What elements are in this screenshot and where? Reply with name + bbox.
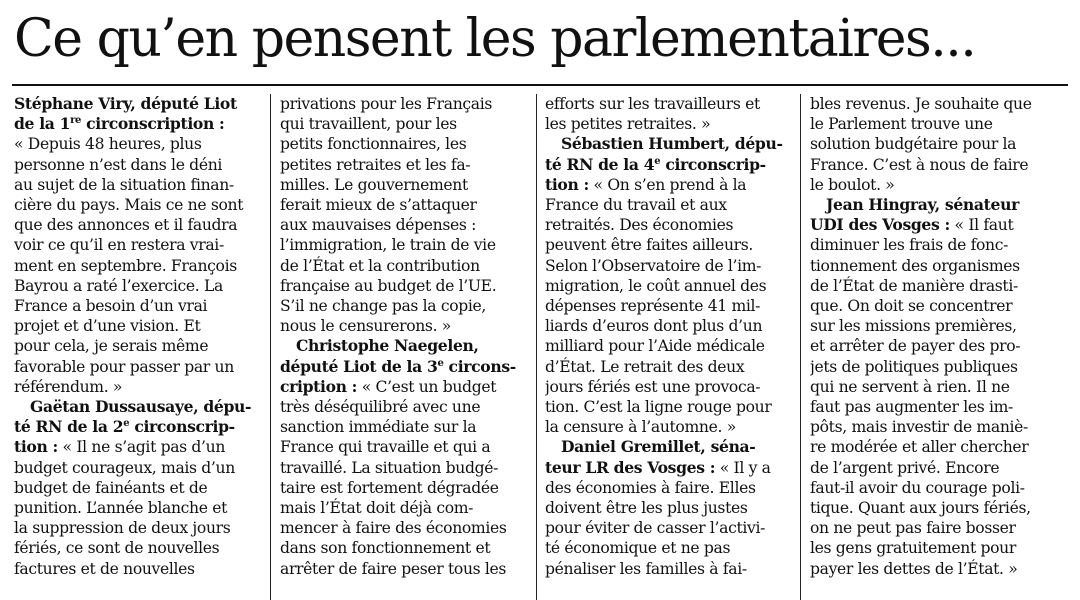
body-text: au sujet de la situation finan- [14,175,234,194]
text-line [14,437,260,457]
speaker-label: Christophe Naegelen, [296,336,479,356]
body-text: milles. Le gouvernement [280,175,468,194]
speaker-label: de la 1 [14,114,71,134]
body-text: et arrêter de payer des pro- [810,337,1021,356]
body-text: projet et d’une vision. Et [14,317,201,336]
text-line [810,357,1056,377]
body-text: privations pour les Français [280,95,493,113]
text-line [545,215,791,235]
body-text: efforts sur les travailleurs et [545,95,760,113]
text-line [14,316,260,336]
text-line [280,559,526,579]
text-line [280,215,526,235]
body-text: pénaliser les familles à fai- [545,559,747,578]
body-text: milliard pour l’Aide médicale [545,337,765,356]
text-line [810,518,1056,538]
body-text: française au budget de l’UE. [280,276,497,295]
text-line [810,437,1056,457]
text-line [545,256,791,276]
body-text: on ne peut pas faire bosser [810,519,1016,538]
speaker-label: circonscription : [81,114,225,134]
text-line [810,215,1056,235]
body-text: l’immigration, le train de vie [280,236,496,255]
body-text: favorable pour passer par un [14,357,234,376]
text-line [810,417,1056,437]
text-line [14,518,260,538]
text-column-1 [14,94,260,600]
speaker-label: té RN de la 2 [14,417,124,437]
text-line [280,155,526,175]
text-line [810,458,1056,478]
text-line [545,518,791,538]
body-text: « Depuis 48 heures, plus [14,135,202,154]
text-line [14,134,260,154]
text-line [14,538,260,558]
body-text: qui travaillent, pour les [280,115,457,134]
text-line [810,478,1056,498]
text-line [280,94,526,114]
top-rule [12,84,1068,86]
text-line [545,336,791,356]
body-text: que des annonces et il faudra [14,216,238,235]
body-text: faut pas augmenter les im- [810,398,1013,417]
body-text: sur les missions premières, [810,317,1017,336]
text-line [545,478,791,498]
body-text: fériés, ce sont de nouvelles [14,539,220,558]
text-line [14,114,260,134]
article-headline: Ce qu’en pensent les parlementaires... [14,9,976,69]
speaker-label: Stéphane Viry, député Liot [14,94,237,113]
body-text: « Il faut [949,216,1014,235]
body-text: sanction immédiate sur la [280,418,477,437]
body-text: taire est fortement dégradée [280,478,499,497]
body-text: « On s’en prend à la [588,175,747,194]
text-line [280,397,526,417]
text-line [14,417,260,437]
text-line [810,538,1056,558]
text-line [545,114,791,134]
speaker-label: Gaëtan Dussausaye, dépu- [30,397,252,417]
body-text: retraités. Des économies [545,216,734,235]
text-line [545,417,791,437]
text-line [14,458,260,478]
text-line [14,336,260,356]
text-line [14,215,260,235]
body-text: les petites retraites. » [545,115,711,134]
body-text: jets de politiques publiques [810,357,1018,376]
speaker-label: Daniel Gremillet, séna- [561,437,756,457]
text-line [280,336,526,356]
ordinal-superscript: re [70,115,82,127]
text-line [14,397,260,417]
body-text: qui ne servent à rien. Il ne [810,377,1010,396]
text-line [14,296,260,316]
body-text: punition. L’année blanche et [14,499,227,518]
text-line [280,518,526,538]
speaker-label: circonscrip- [129,417,235,437]
body-text: « C’est un budget [357,377,497,396]
ordinal-superscript: e [437,357,444,369]
body-text: France. C’est à nous de faire [810,155,1029,174]
column-divider [800,94,801,600]
speaker-label: Sébastien Humbert, dépu- [561,134,783,154]
text-line [545,458,791,478]
text-line [810,296,1056,316]
body-text: tionnement des organismes [810,256,1020,275]
body-text: que. On doit se concentrer [810,297,1013,316]
body-text: pôts, mais investir de maniè- [810,418,1028,437]
text-line [810,256,1056,276]
body-text: de l’État de manière drasti- [810,276,1018,295]
body-text: référendum. » [14,377,123,396]
text-line [545,155,791,175]
body-text: France a besoin d’un vrai [14,297,208,316]
body-text: « Il ne s’agit pas d’un [57,438,226,457]
body-text: factures et de nouvelles [14,559,195,578]
column-divider [270,94,271,600]
speaker-label: tion : [545,174,589,194]
speaker-label: cription : [280,376,358,396]
body-text: peuvent être faites ailleurs. [545,236,753,255]
text-line [545,276,791,296]
text-line [810,155,1056,175]
speaker-label: té RN de la 4 [545,154,655,174]
text-line [14,498,260,518]
body-text: nous le censurerons. » [280,317,451,336]
speaker-label: Jean Hingray, sénateur [826,195,1019,215]
text-line [280,296,526,316]
body-text: la suppression de deux jours [14,519,231,538]
speaker-label: UDI des Vosges : [810,215,950,235]
text-line [280,235,526,255]
text-column-2 [280,94,526,600]
text-line [280,417,526,437]
body-text: tion. C’est la ligne rouge pour [545,398,772,417]
text-line [545,377,791,397]
speaker-label: tion : [14,437,58,457]
text-line [810,498,1056,518]
text-line [545,538,791,558]
text-line [810,195,1056,215]
body-text: arrêter de faire peser tous les [280,559,507,578]
text-line [14,235,260,255]
text-line [280,175,526,195]
ordinal-superscript: e [654,155,661,167]
body-text: des économies à faire. Elles [545,478,756,497]
text-line [545,195,791,215]
speaker-label: teur LR des Vosges : [545,457,716,477]
text-line [280,357,526,377]
text-line [280,538,526,558]
body-text: ment en septembre. François [14,256,237,275]
body-text: payer les dettes de l’État. » [810,559,1018,578]
text-line [545,357,791,377]
text-line [810,235,1056,255]
body-text: faut-il avoir du courage poli- [810,478,1025,497]
body-text: mencer à faire des économies [280,519,507,538]
text-line [280,498,526,518]
text-line [14,559,260,579]
text-line [545,559,791,579]
body-text: diminuer les frais de fonc- [810,236,1009,255]
body-text: Bayrou a raté l’exercice. La [14,276,223,295]
text-line [810,94,1056,114]
body-text: budget courageux, mais d’un [14,458,235,477]
body-text: personne n’est dans le déni [14,155,223,174]
text-line [545,296,791,316]
text-line [545,397,791,417]
text-line [14,195,260,215]
text-column-3 [545,94,791,600]
text-line [14,276,260,296]
speaker-label: circonscrip- [660,154,766,174]
body-text: cière du pays. Mais ce ne sont [14,196,244,215]
body-text: France du travail et aux [545,196,727,215]
body-text: bles revenus. Je souhaite que [810,95,1032,113]
body-text: jours fériés est une provoca- [545,377,761,396]
speaker-label: député Liot de la 3 [280,356,438,376]
body-text: voir ce qu’il en restera vrai- [14,236,224,255]
ordinal-superscript: e [123,418,130,430]
body-text: le Parlement trouve une [810,115,993,134]
text-line [810,316,1056,336]
body-text: petits fonctionnaires, les [280,135,467,154]
body-text: tique. Quant aux jours fériés, [810,499,1031,518]
body-text: budget de fainéants et de [14,478,208,497]
text-line [545,316,791,336]
body-text: de l’État et la contribution [280,256,480,275]
text-line [14,377,260,397]
text-line [14,94,260,114]
body-text: té économique et ne pas [545,539,731,558]
column-divider [536,94,537,600]
text-column-4 [810,94,1056,600]
body-text: aux mauvaises dépenses : [280,216,477,235]
text-line [810,276,1056,296]
text-line [810,559,1056,579]
text-line [280,134,526,154]
text-line [810,377,1056,397]
text-line [545,437,791,457]
body-text: dans son fonctionnement et [280,539,491,558]
body-text: mais l’État doit déjà com- [280,499,474,518]
body-text: solution budgétaire pour la [810,135,1017,154]
body-text: « Il y a [715,458,771,477]
body-text: Selon l’Observatoire de l’im- [545,256,762,275]
body-text: d’État. Le retrait des deux [545,357,745,376]
body-text: très déséquilibré avec une [280,398,481,417]
body-text: de l’argent privé. Encore [810,458,1000,477]
body-text: migration, le coût annuel des [545,276,767,295]
text-line [545,175,791,195]
text-line [280,377,526,397]
body-text: re modérée et aller chercher [810,438,1029,457]
text-line [280,114,526,134]
body-text: la censure à l’automne. » [545,418,736,437]
speaker-label: circons- [443,356,516,376]
text-line [280,478,526,498]
body-text: pour éviter de casser l’activi- [545,519,766,538]
text-line [14,155,260,175]
body-text: dépenses représente 41 mil- [545,297,761,316]
text-line [14,478,260,498]
body-text: France qui travaille et qui a [280,438,491,457]
text-line [280,256,526,276]
body-text: travaillé. La situation budgé- [280,458,499,477]
text-line [545,134,791,154]
body-text: ferait mieux de s’attaquer [280,196,477,215]
text-line [14,175,260,195]
text-line [280,195,526,215]
text-line [14,256,260,276]
body-text: S’il ne change pas la copie, [280,297,487,316]
body-text: petites retraites et les fa- [280,155,471,174]
text-line [280,437,526,457]
body-text: doivent être les plus justes [545,499,748,518]
text-line [545,235,791,255]
text-line [280,316,526,336]
text-line [810,134,1056,154]
body-text: le boulot. » [810,175,895,194]
text-line [810,336,1056,356]
body-text: liards d’euros dont plus d’un [545,317,763,336]
text-line [810,175,1056,195]
text-line [545,498,791,518]
text-line [810,114,1056,134]
text-line [14,357,260,377]
body-text: pour cela, je serais même [14,337,209,356]
body-text: les gens gratuitement pour [810,539,1016,558]
text-line [810,397,1056,417]
text-line [280,276,526,296]
text-line [545,94,791,114]
text-line [280,458,526,478]
